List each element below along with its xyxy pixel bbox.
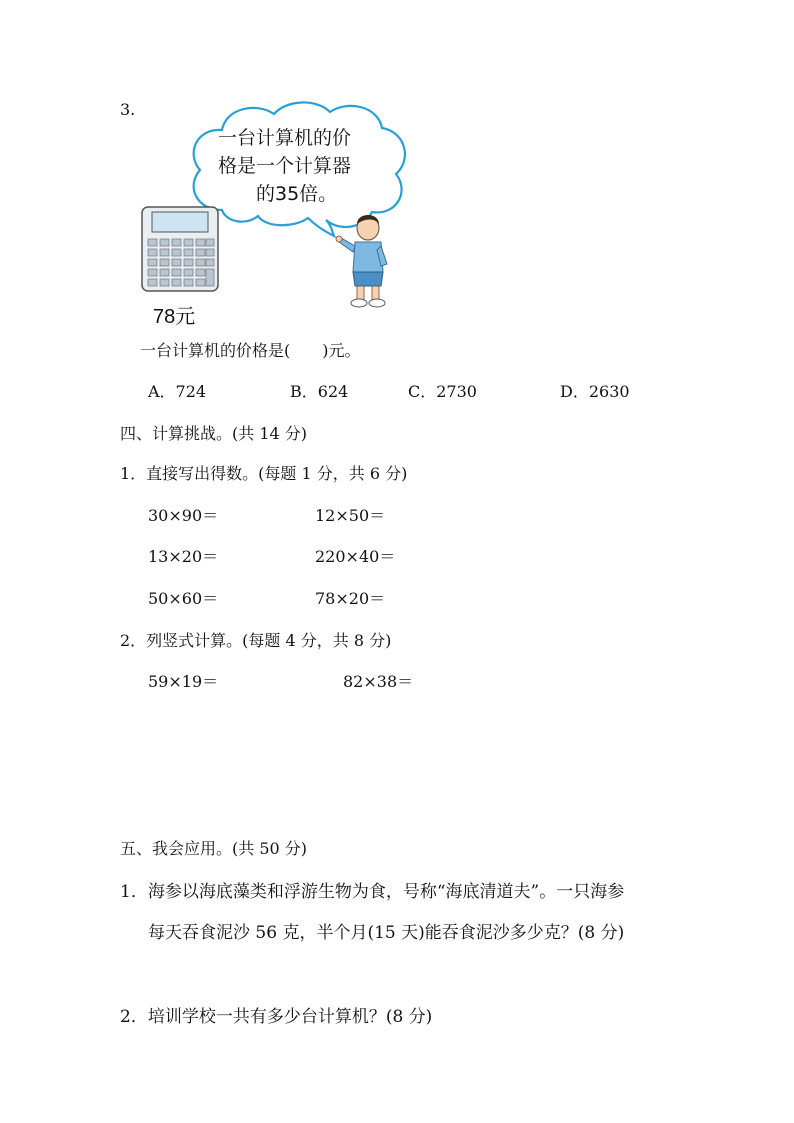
vertical-calc-item: 82×38＝ bbox=[343, 672, 414, 691]
calc-item: 78×20＝ bbox=[315, 589, 386, 608]
bubble-line-3: 的35倍。 bbox=[256, 183, 338, 205]
problem-2: 2．培训学校一共有多少台计算机？(8 分) bbox=[120, 1007, 433, 1027]
calc-item: 13×20＝ bbox=[148, 547, 219, 566]
vertical-calc-item: 59×19＝ bbox=[148, 672, 219, 691]
calc-item: 220×40＝ bbox=[315, 547, 396, 566]
calc-item: 12×50＝ bbox=[315, 506, 386, 525]
question-text: 一台计算机的价格是( )元。 bbox=[140, 341, 361, 360]
bubble-line-2: 格是一个计算器 bbox=[218, 155, 352, 177]
question-number: 3. bbox=[120, 100, 136, 119]
section4-title: 四、计算挑战。(共 14 分) bbox=[120, 424, 308, 443]
problem-1-line-1: 1．海参以海底藻类和浮游生物为食，号称“海底清道夫”。一只海参 bbox=[120, 882, 625, 902]
problem-1-line-2: 每天吞食泥沙 56 克，半个月(15 天)能吞食泥沙多少克？(8 分) bbox=[148, 923, 625, 943]
section4-part2-title: 2．列竖式计算。(每题 4 分，共 8 分) bbox=[120, 631, 392, 650]
option-c[interactable]: C．2730 bbox=[408, 382, 477, 401]
bubble-line-1: 一台计算机的价 bbox=[218, 127, 352, 149]
calc-item: 50×60＝ bbox=[148, 589, 219, 608]
option-b[interactable]: B．624 bbox=[290, 382, 349, 401]
calculator-price: 78元 bbox=[153, 306, 196, 328]
boy-illustration bbox=[335, 210, 395, 310]
section5-title: 五、我会应用。(共 50 分) bbox=[120, 839, 308, 858]
section4-part1-title: 1．直接写出得数。(每题 1 分，共 6 分) bbox=[120, 464, 408, 483]
calculator-icon bbox=[140, 205, 220, 293]
option-d[interactable]: D．2630 bbox=[560, 382, 630, 401]
option-a[interactable]: A．724 bbox=[148, 382, 207, 401]
calc-item: 30×90＝ bbox=[148, 506, 219, 525]
